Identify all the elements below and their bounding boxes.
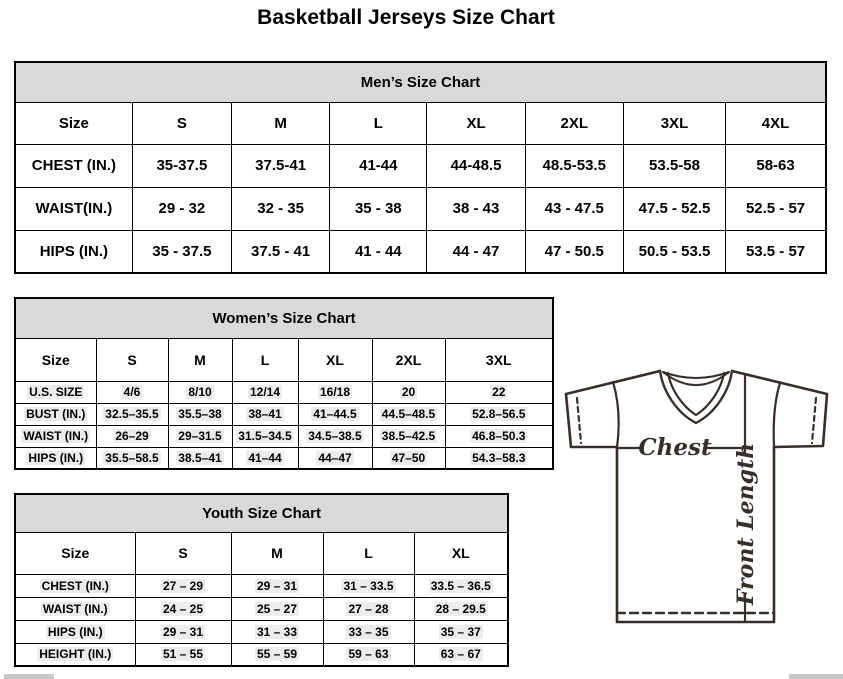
size-cell: 32.5–35.5 [96, 403, 168, 425]
row-label: CHEST (IN.) [15, 574, 135, 597]
column-header: 2XL [525, 102, 623, 144]
size-cell: 35 – 37 [414, 620, 508, 643]
table-row [15, 381, 553, 403]
size-cell: 4/6 [96, 381, 168, 403]
row-label: U.S. SIZE [15, 381, 96, 403]
cropped-edge-element-left [4, 674, 54, 679]
size-cell: 29 – 31 [231, 574, 323, 597]
size-cell: 58-63 [726, 144, 826, 187]
size-cell: 59 – 63 [323, 643, 414, 666]
section-title: Men’s Size Chart [15, 62, 826, 102]
size-cell: 29 - 32 [132, 187, 231, 230]
size-cell: 37.5 - 41 [231, 230, 329, 273]
womens-size-chart-table [14, 297, 554, 470]
size-cell: 44-48.5 [427, 144, 525, 187]
size-cell: 44.5–48.5 [372, 403, 445, 425]
row-label: CHEST (IN.) [15, 144, 132, 187]
column-header: M [231, 532, 323, 574]
size-cell: 52.8–56.5 [445, 403, 553, 425]
column-header: 3XL [445, 338, 553, 381]
table-row [15, 425, 553, 447]
size-cell: 63 – 67 [414, 643, 508, 666]
size-cell: 44–47 [298, 447, 372, 469]
table-row [15, 597, 508, 620]
size-cell: 25 – 27 [231, 597, 323, 620]
jersey-outline [566, 371, 827, 622]
size-cell: 31.5–34.5 [232, 425, 298, 447]
size-cell: 27 – 29 [135, 574, 231, 597]
size-cell: 8/10 [168, 381, 232, 403]
size-cell: 29 – 31 [135, 620, 231, 643]
row-label: BUST (IN.) [15, 403, 96, 425]
table-row [15, 574, 508, 597]
row-label: HEIGHT (IN.) [15, 643, 135, 666]
size-cell: 53.5 - 57 [726, 230, 826, 273]
column-header: Size [15, 102, 132, 144]
column-header: S [96, 338, 168, 381]
table-row [15, 643, 508, 666]
size-cell: 41-44 [330, 144, 427, 187]
section-title: Youth Size Chart [15, 494, 508, 532]
column-header: L [232, 338, 298, 381]
size-cell: 44 - 47 [427, 230, 525, 273]
page-title: Basketball Jerseys Size Chart [257, 6, 555, 29]
size-cell: 41–44 [232, 447, 298, 469]
table-row [15, 144, 826, 187]
size-cell: 35.5–58.5 [96, 447, 168, 469]
size-cell: 38.5–41 [168, 447, 232, 469]
row-label: WAIST(IN.) [15, 187, 132, 230]
table-row [15, 447, 553, 469]
size-cell: 31 – 33 [231, 620, 323, 643]
size-cell: 35 - 37.5 [132, 230, 231, 273]
column-header: XL [414, 532, 508, 574]
size-cell: 52.5 - 57 [726, 187, 826, 230]
size-cell: 47.5 - 52.5 [623, 187, 725, 230]
size-cell: 38.5–42.5 [372, 425, 445, 447]
size-cell: 37.5-41 [231, 144, 329, 187]
column-header: S [135, 532, 231, 574]
size-cell: 41–44.5 [298, 403, 372, 425]
size-cell: 35 - 38 [330, 187, 427, 230]
column-header: 3XL [623, 102, 725, 144]
size-cell: 53.5-58 [623, 144, 725, 187]
row-label: HIPS (IN.) [15, 230, 132, 273]
column-header: M [168, 338, 232, 381]
armhole-seam-left [613, 382, 619, 447]
size-cell: 38 - 43 [427, 187, 525, 230]
column-header: 2XL [372, 338, 445, 381]
column-header: XL [298, 338, 372, 381]
size-cell: 51 – 55 [135, 643, 231, 666]
column-header: Size [15, 532, 135, 574]
size-cell: 55 – 59 [231, 643, 323, 666]
size-cell: 47–50 [372, 447, 445, 469]
row-label: WAIST (IN.) [15, 425, 96, 447]
size-cell: 43 - 47.5 [525, 187, 623, 230]
table-row [15, 230, 826, 273]
collar-back-arc-shallow [663, 372, 729, 378]
size-cell: 29–31.5 [168, 425, 232, 447]
size-cell: 27 – 28 [323, 597, 414, 620]
size-cell: 28 – 29.5 [414, 597, 508, 620]
size-cell: 32 - 35 [231, 187, 329, 230]
size-cell: 31 – 33.5 [323, 574, 414, 597]
column-header: S [132, 102, 231, 144]
size-cell: 46.8–50.3 [445, 425, 553, 447]
youth-size-chart-table [14, 493, 509, 667]
size-cell: 24 – 25 [135, 597, 231, 620]
size-cell: 38–41 [232, 403, 298, 425]
column-header: L [330, 102, 427, 144]
size-cell: 54.3–58.3 [445, 447, 553, 469]
size-cell: 16/18 [298, 381, 372, 403]
sleeve-cuff-dash-right [812, 398, 816, 443]
jersey-measurement-diagram [556, 360, 837, 630]
column-header: L [323, 532, 414, 574]
size-cell: 35-37.5 [132, 144, 231, 187]
column-header: Size [15, 338, 96, 381]
table-row [15, 187, 826, 230]
mens-size-chart-table [14, 61, 827, 274]
size-cell: 35.5–38 [168, 403, 232, 425]
size-cell: 34.5–38.5 [298, 425, 372, 447]
size-cell: 50.5 - 53.5 [623, 230, 725, 273]
size-cell: 26–29 [96, 425, 168, 447]
size-cell: 41 - 44 [330, 230, 427, 273]
size-cell: 22 [445, 381, 553, 403]
size-cell: 20 [372, 381, 445, 403]
cropped-edge-element-right [789, 674, 843, 679]
section-title: Women’s Size Chart [15, 298, 553, 338]
row-label: HIPS (IN.) [15, 447, 96, 469]
size-cell: 33.5 – 36.5 [414, 574, 508, 597]
row-label: WAIST (IN.) [15, 597, 135, 620]
armhole-seam-right [774, 383, 780, 447]
column-header: M [231, 102, 329, 144]
size-cell: 47 - 50.5 [525, 230, 623, 273]
table-row [15, 620, 508, 643]
row-label: HIPS (IN.) [15, 620, 135, 643]
column-header: XL [427, 102, 525, 144]
size-cell: 33 – 35 [323, 620, 414, 643]
front-length-label: Front Length [733, 442, 759, 606]
size-cell: 12/14 [232, 381, 298, 403]
sleeve-cuff-dash-left [577, 398, 581, 443]
column-header: 4XL [726, 102, 826, 144]
size-cell: 48.5-53.5 [525, 144, 623, 187]
chest-label: Chest [638, 434, 712, 461]
table-row [15, 403, 553, 425]
